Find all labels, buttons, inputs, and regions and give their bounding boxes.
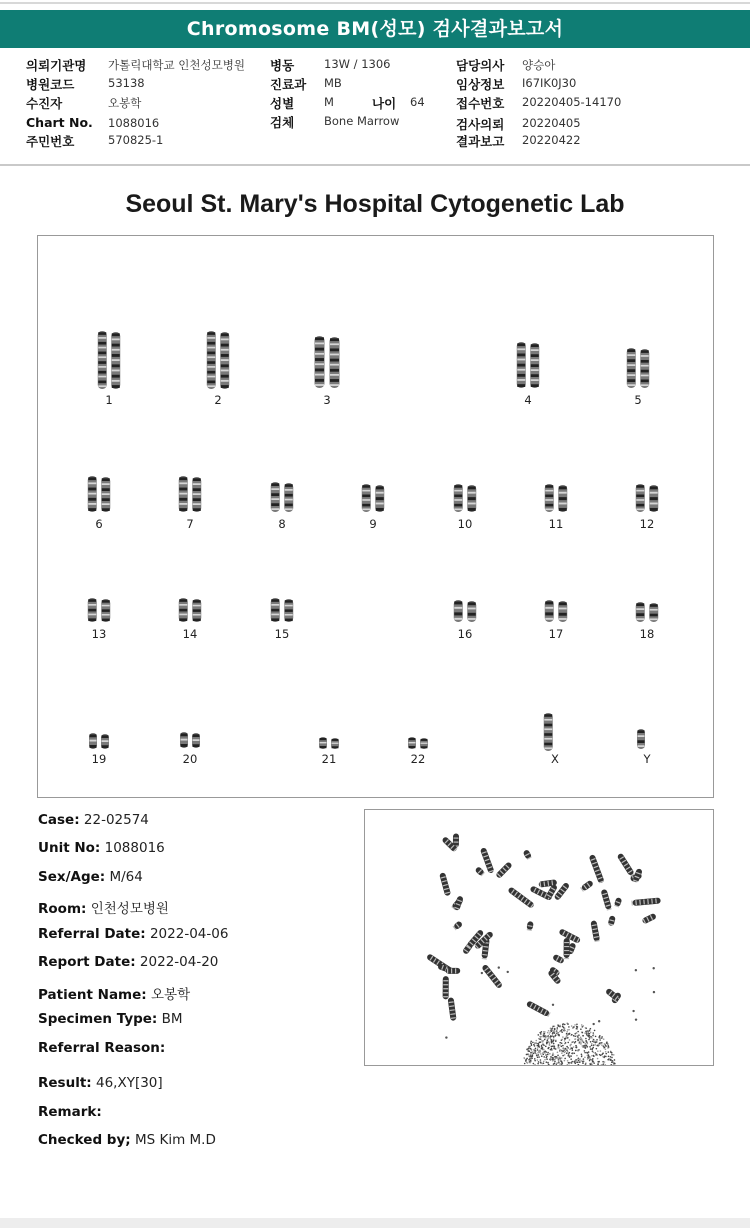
patient-meta-section [0, 48, 750, 166]
chromosome-label: 15 [274, 627, 290, 641]
meta-label: 담당의사 [456, 58, 505, 73]
meta-value: 20220405 [522, 116, 581, 130]
chromosome-pair-Y [637, 729, 645, 749]
chromosome-label: 8 [278, 517, 286, 531]
chromosome-label: 7 [186, 517, 194, 531]
detail-result: Result: 46,XY[30] [38, 1075, 163, 1091]
chromosome-pair-22 [408, 737, 428, 749]
chromosome-pair-12 [636, 484, 659, 512]
meta-label: 의뢰기관명 [26, 58, 87, 73]
chromosome-label: 20 [182, 752, 198, 766]
chromosome-label: 16 [457, 627, 473, 641]
detail-unit-no: Unit No: 1088016 [38, 840, 165, 856]
meta-value: 오봉학 [108, 96, 142, 110]
chromosome-label: 3 [323, 393, 331, 407]
detail-checked-by: Checked by; MS Kim M.D [38, 1132, 216, 1148]
meta-value: 20220422 [522, 133, 581, 147]
meta-value: 64 [410, 95, 425, 109]
chromosome-label: 19 [91, 752, 107, 766]
detail-patient-name: Patient Name: 오봉학 [38, 987, 191, 1003]
chromosome-label: 6 [95, 517, 103, 531]
meta-label: 수진자 [26, 96, 63, 111]
meta-label: 임상정보 [456, 77, 505, 92]
meta-value: I67IK0J30 [522, 76, 577, 90]
detail-referral-date: Referral Date: 2022-04-06 [38, 926, 229, 942]
chromosome-label: 10 [457, 517, 473, 531]
chromosome-pair-18 [636, 602, 659, 622]
detail-sex-age: Sex/Age: M/64 [38, 869, 143, 885]
detail-case: Case: 22-02574 [38, 812, 149, 828]
meta-label: 병원코드 [26, 77, 75, 92]
chromosome-pair-10 [454, 484, 477, 512]
meta-label: 검체 [270, 115, 295, 130]
detail-report-date: Report Date: 2022-04-20 [38, 954, 219, 970]
meta-label: 주민번호 [26, 134, 75, 149]
detail-remark: Remark: [38, 1104, 102, 1120]
meta-label: 접수번호 [456, 96, 505, 111]
chromosome-label: 17 [548, 627, 564, 641]
meta-value: MB [324, 76, 342, 90]
chromosome-pair-X [544, 713, 553, 751]
meta-label: 성별 [270, 96, 295, 111]
chromosome-pair-4 [517, 342, 540, 388]
chromosome-label: 11 [548, 517, 564, 531]
meta-value: 가톨릭대학교 인천성모병원 [108, 58, 245, 72]
meta-value: Bone Marrow [324, 114, 400, 128]
meta-label: Chart No. [26, 115, 93, 130]
meta-value: 20220405-14170 [522, 95, 622, 109]
chromosome-label: 12 [639, 517, 655, 531]
chromosome-pair-15 [271, 598, 294, 622]
bottom-band [0, 1218, 750, 1228]
chromosome-pair-20 [180, 732, 200, 748]
chromosome-pair-21 [319, 737, 339, 749]
detail-room: Room: 인천성모병원 [38, 901, 169, 917]
chromosome-pair-5 [627, 348, 650, 388]
chromosome-label: 22 [410, 752, 426, 766]
chromosome-pair-3 [315, 336, 340, 388]
chromosome-label: X [551, 752, 559, 766]
karyogram-panel [37, 235, 714, 798]
chromosome-pair-1 [98, 331, 121, 389]
chromosome-pair-9 [362, 484, 385, 512]
meta-value: 13W / 1306 [324, 57, 391, 71]
chromosome-label: 5 [634, 393, 642, 407]
chromosome-label: 18 [639, 627, 655, 641]
detail-specimen-type: Specimen Type: BM [38, 1011, 183, 1027]
detail-referral-reason: Referral Reason: [38, 1040, 166, 1056]
meta-value: 570825-1 [108, 133, 164, 147]
chromosome-label: 2 [214, 393, 222, 407]
chromosome-pair-14 [179, 598, 202, 622]
chromosome-label: 21 [321, 752, 337, 766]
meta-label: 검사의뢰 [456, 117, 505, 132]
chromosome-label: 14 [182, 627, 198, 641]
interphase-nucleus [523, 1022, 615, 1065]
chromosome-label: Y [643, 752, 651, 766]
chromosome-label: 9 [369, 517, 377, 531]
lab-title: Seoul St. Mary's Hospital Cytogenetic Lab [125, 190, 625, 218]
chromosome-pair-17 [545, 600, 568, 622]
meta-label: 결과보고 [456, 134, 505, 149]
meta-label: 나이 [372, 96, 397, 111]
meta-value: 1088016 [108, 116, 160, 130]
meta-value: 양승아 [522, 58, 556, 72]
chromosome-label: 1 [105, 393, 113, 407]
report-title: Chromosome BM(성모) 검사결과보고서 [0, 10, 750, 48]
meta-label: 병동 [270, 58, 295, 73]
meta-value: 53138 [108, 76, 145, 90]
chromosome-pair-19 [89, 733, 109, 749]
chromosome-pair-16 [454, 600, 477, 622]
chromosome-pair-7 [179, 476, 202, 512]
meta-label: 진료과 [270, 77, 307, 92]
chromosome-pair-8 [271, 482, 294, 512]
metaphase-chromosomes [426, 833, 661, 1021]
chromosome-label: 13 [91, 627, 107, 641]
chromosome-pair-2 [207, 331, 230, 389]
chromosome-pair-13 [88, 598, 111, 622]
karyotype-report [0, 168, 750, 1218]
chromosome-pair-6 [88, 476, 111, 512]
top-divider [0, 2, 750, 4]
chromosome-label: 4 [524, 393, 532, 407]
metaphase-spread-image [365, 810, 713, 1065]
meta-value: M [324, 95, 334, 109]
metaphase-panel [364, 809, 714, 1066]
chromosome-pair-11 [545, 484, 568, 512]
